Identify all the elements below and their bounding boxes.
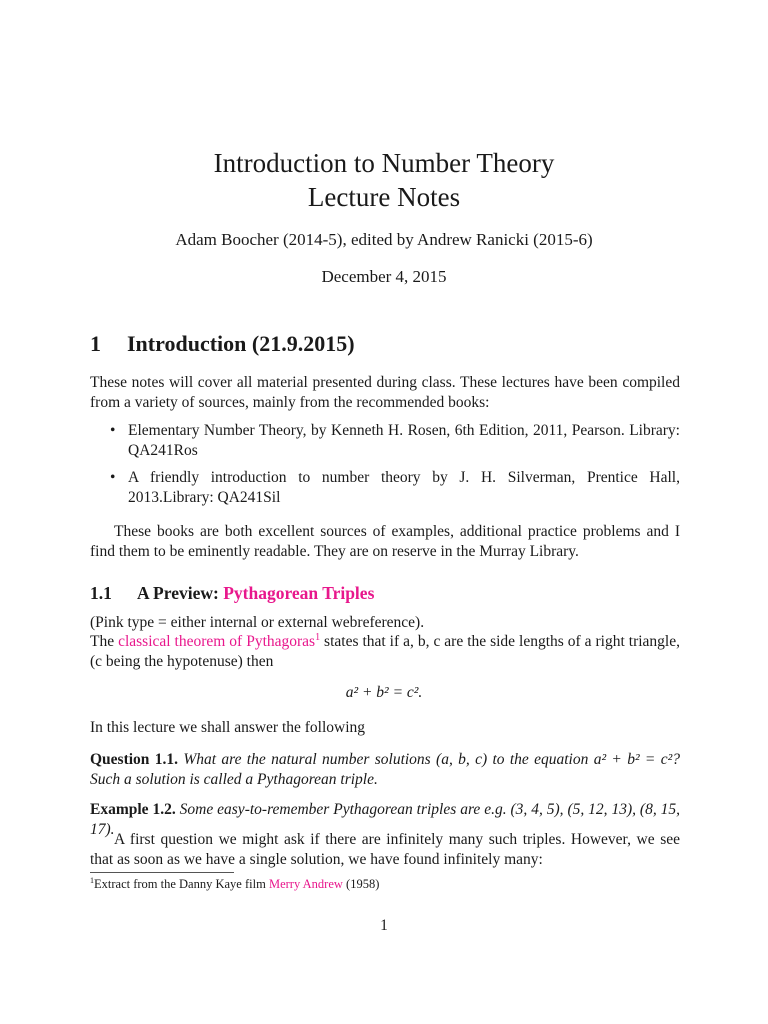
classical-theorem-paragraph (90, 632, 680, 671)
classical-the: The (90, 633, 119, 650)
pythagorean-equation: a² + b² = c². (345, 684, 423, 701)
subsection-heading (90, 583, 374, 604)
books-paragraph: These books are both excellent sources of examples, additional practice problems and I find them to be eminently readable. They are on reserve in the Murray Library. (90, 523, 680, 560)
list-item: • A friendly introduction to number theory by J. H. Silverman, Prentice Hall, 2013.Library: QA241Sil (110, 468, 680, 507)
footnote (90, 877, 379, 892)
document-date: December 4, 2015 (321, 267, 447, 286)
document-subtitle: Lecture Notes (307, 182, 461, 212)
example-label: Example 1.2. (90, 801, 176, 818)
list-item: • Elementary Number Theory, by Kenneth H. Rosen, 6th Edition, 2011, Pearson. Library: QA241Ros (110, 421, 680, 460)
intro-paragraph: These notes will cover all material presented during class. These lectures have been compiled from a variety of sources, mainly from the recommended books: (90, 374, 680, 411)
question-label: Question 1.1. (90, 751, 179, 768)
document-title: Introduction to Number Theory (213, 148, 555, 178)
recommended-books-list (110, 421, 680, 515)
pink-type-note: (Pink type = either internal or external webreference). (90, 614, 425, 631)
subsection-title-prefix: A Preview: (137, 583, 224, 603)
subsection-number: 1.1 (90, 583, 112, 603)
footnote-text: Extract from the Danny Kaye film (94, 877, 269, 891)
authors-line: Adam Boocher (2014-5), edited by Andrew Ranicki (2015-6) (175, 230, 593, 249)
footnote-year: (1958) (342, 877, 380, 891)
pythagorean-triples-link[interactable]: Pythagorean Triples (223, 583, 375, 603)
footnote-number: 1 (90, 875, 94, 885)
merry-andrew-link[interactable]: Merry Andrew (268, 877, 343, 891)
question-text: What are the natural number solutions (a, b, c) to the equation a² + b² = c²? Such a solution is called a Pythagorean triple. (90, 751, 680, 788)
first-question-paragraph: A first question we might ask if there are infinitely many such triples. However, we see that as soon as we have a single solution, we have found infinitely many: (90, 831, 680, 868)
page-number: 1 (380, 917, 388, 934)
footnote-divider (90, 872, 234, 873)
section-heading (90, 331, 355, 357)
section-title: Introduction (21.9.2015) (127, 331, 355, 356)
question-1-1 (90, 750, 680, 789)
lecture-intro-line: In this lecture we shall answer the following (90, 719, 366, 736)
example-text: Some easy-to-remember Pythagorean triples are e.g. (3, 4, 5), (5, 12, 13), (8, 15, 17). (90, 801, 680, 838)
classical-theorem-link[interactable]: classical theorem of Pythagoras (118, 633, 316, 650)
classical-rest: states that if a, b, c are the side lengths of a right triangle, (c being the hypotenuse) then (90, 633, 680, 670)
footnote-marker[interactable]: 1 (315, 631, 321, 643)
section-number: 1 (90, 331, 101, 356)
